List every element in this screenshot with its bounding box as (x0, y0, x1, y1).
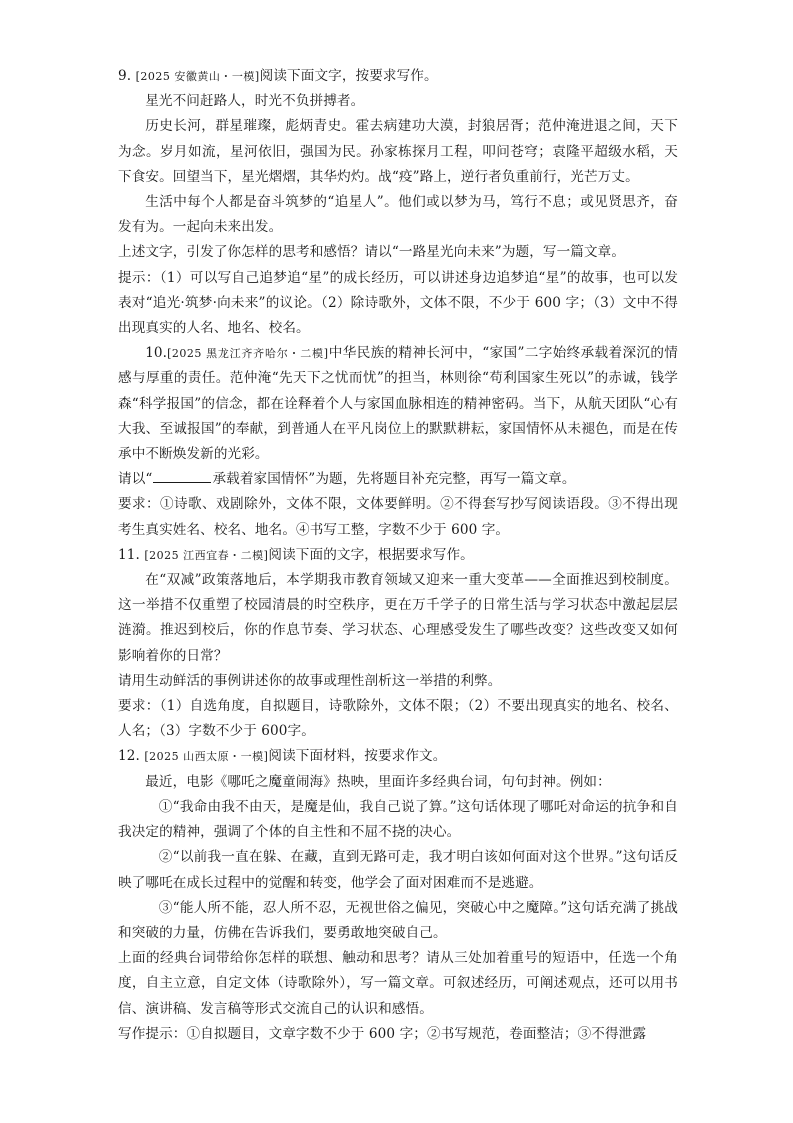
question-12-quote-3: ③“能人所不能，忍人所不忍，无视世俗之偏见，突破心中之魔障。”这句话充满了挑战和突破的力量，仿佛在告诉我们，要勇敢地突破自己。 (118, 899, 678, 941)
question-source: [2025 江西宜春・二模] (144, 548, 269, 562)
question-9-hints: 提示：（1）可以写自己追梦追“星”的成长经历，可以讲述身边追梦追“星”的故事，也可以发表对“追光·筑梦·向未来”的议论。（2）除诗歌外，文体不限，不少于 600 字；（3）文中不得出现真实的人名、地名、校名。 (118, 269, 678, 337)
question-source: [2025 安徽黄山・一模] (135, 70, 260, 83)
question-12-quote-2: ②“以前我一直在躲、在藏，直到无路可走，我才明白该如何面对这个世界。”这句话反映了哪吒在成长过程中的觉醒和转变，他学会了面对困难而不是逃避。 (118, 849, 678, 891)
question-number: 9. (118, 68, 132, 84)
question-source: [2025 山西太原・一模] (144, 750, 269, 764)
question-11-paragraph: 在“双减”政策落地后，本学期我市教育领域又迎来一重大变革——全面推迟到校制度。这一举措不仅重塑了校园清晨的时空秩序，更在万千学子的日常生活与学习状态中激起层层涟漪。推迟到校后，你的作息节奏、学习状态、心理感受发生了哪些改变？这些改变又如何影响着你的日常？ (118, 572, 678, 664)
question-12-header (118, 744, 678, 769)
question-9-paragraph: 星光不问赶路人，时光不负拼搏者。 (145, 93, 365, 110)
question-12-quote-1: ①“我命由我不由天，是魔是仙，我自己说了算。”这句话体现了哪吒对命运的抗争和自我决定的精神，强调了个体的自主性和不屈不挠的决心。 (118, 798, 678, 841)
question-12-paragraph: 最近，电影《哪吒之魔童闹海》热映，里面许多经典台词，句句封神。例如： (145, 773, 611, 790)
question-11-requirements: 要求：（1）自选角度，自拟题目，诗歌除外，文体不限；（2）不要出现真实的地名、校名、人名；（3）字数不少于 600字。 (118, 698, 678, 740)
question-instruction: 阅读下面材料，按要求作文。 (268, 748, 447, 765)
question-10-header (118, 341, 678, 467)
question-9-task: 上述文字，引发了你怎样的思考和感悟？请以“一路星光向未来”为题，写一篇文章。 (118, 244, 626, 261)
question-9-paragraph: 历史长河，群星璀璨，彪炳青史。霍去病建功大漠，封狼居胥；范仲淹进退之间，天下为念。岁月如流，星河依旧，强国为民。孙家栋探月工程，叩问苍穹；袁隆平超级水稻，天下食安。回望当下，星光熠熠，其华灼灼。战“疫”路上，逆行者负重前行，光芒万丈。 (118, 118, 678, 185)
question-12-task: 上面的经典台词带给你怎样的联想、触动和思考？请从三处加着重号的短语中，任选一个角度，自主立意，自定文体（诗歌除外），写一篇文章。可叙述经历，可阐述观点，还可以用书信、演讲稿、发言稿等形式交流自己的认识和感悟。 (118, 950, 678, 1017)
question-9-header (118, 64, 678, 89)
document-body (118, 64, 678, 1047)
question-number: 10. (145, 345, 168, 362)
question-instruction: 阅读下面文字，按要求写作。 (259, 68, 438, 84)
question-11-header (118, 543, 678, 568)
question-number: 11. (118, 546, 140, 563)
question-number: 12. (118, 748, 140, 765)
question-12-hints: 写作提示：①自拟题目，文章字数不少于 600 字；②书写规范，卷面整洁；③不得泄露 (118, 1025, 647, 1042)
question-9-paragraph: 生活中每个人都是奋斗筑梦的“追星人”。他们或以梦为马，笃行不息；或见贤思齐，奋发有为。一起向未来出发。 (118, 194, 678, 236)
question-10-task: 请以“ 承载着家国情怀”为题，先将题目补充完整，再写一篇文章。 (118, 467, 678, 492)
question-source: [2025 黑龙江齐齐哈尔・二模] (167, 347, 329, 361)
question-10-requirements: 要求：①诗歌、戏剧除外，文体不限，文体要鲜明。②不得套写抄写阅读语段。③不得出现考生真实姓名、校名、地名。④书写工整，字数不少于 600 字。 (118, 496, 678, 538)
question-10-material: 中华民族的精神长河中，“家国”二字始终承载着深沉的情感与厚重的责任。范仲淹“先天下之忧而忧”的担当，林则徐“苟利国家生死以”的赤诚，钱学森“科学报国”的信念，都在诠释着个人与家国血脉相连的精神密码。当下，从航天团队“心有大我、至诚报国”的奉献，到普通人在平凡岗位上的默默耕耘，家国情怀从未褪色，而是在传承中不断焕发新的光彩。 (118, 345, 678, 463)
title-blank (153, 468, 211, 483)
question-instruction: 阅读下面的文字，根据要求写作。 (268, 546, 474, 563)
question-11-task: 请用生动鲜活的事例讲述你的故事或理性剖析这一举措的利弊。 (118, 672, 502, 689)
